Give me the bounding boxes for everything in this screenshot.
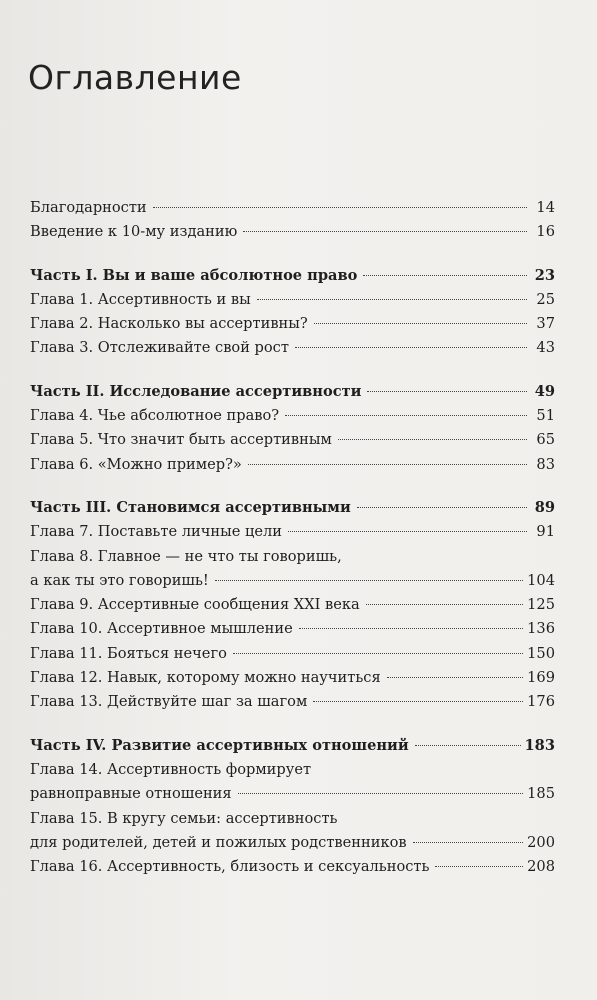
part-heading	[30, 734, 555, 758]
chapter-entry	[30, 336, 555, 360]
toc-entry	[30, 196, 555, 220]
chapter-entry	[30, 569, 555, 593]
dot-leader	[313, 701, 523, 702]
chapter-page: 104	[527, 571, 555, 589]
chapter-page: 208	[527, 858, 555, 876]
chapter-label: Глава 4. Чье абсолютное право?	[30, 407, 280, 425]
part-heading	[30, 264, 555, 288]
table-of-contents	[30, 196, 555, 879]
entry-page: 16	[536, 223, 555, 241]
dot-leader	[248, 464, 527, 465]
toc-entry	[30, 220, 555, 244]
chapter-label: Глава 2. Насколько вы ассертивны?	[30, 315, 308, 333]
chapter-page: 91	[536, 523, 555, 541]
entry-label: Благодарности	[30, 199, 147, 216]
dot-leader	[338, 439, 527, 440]
chapter-label-line1: Глава 15. В кругу семьи: ассертивность	[30, 809, 338, 827]
part-heading	[30, 496, 555, 520]
chapter-entry-line1	[30, 807, 555, 831]
dot-leader	[299, 628, 523, 629]
dot-leader	[243, 231, 527, 232]
chapter-entry	[30, 617, 555, 641]
spacer	[30, 245, 555, 264]
chapter-label: Глава 13. Действуйте шаг за шагом	[30, 693, 308, 711]
chapter-label: Глава 12. Навык, которому можно научиться	[30, 669, 381, 687]
dot-leader	[363, 275, 527, 276]
chapter-page: 200	[527, 833, 555, 851]
chapter-label-line1: Глава 8. Главное — не что ты говоришь,	[30, 547, 342, 565]
chapter-page: 25	[536, 290, 555, 308]
chapter-entry	[30, 831, 555, 855]
dot-leader	[285, 415, 527, 416]
part-heading	[30, 380, 555, 404]
dot-leader	[238, 793, 524, 794]
chapter-page: 150	[527, 644, 555, 662]
chapter-entry	[30, 593, 555, 617]
dot-leader	[413, 842, 524, 843]
dot-leader	[233, 653, 523, 654]
chapter-label: Глава 7. Поставьте личные цели	[30, 523, 283, 541]
chapter-page: 51	[536, 407, 555, 425]
dot-leader	[357, 507, 527, 508]
chapter-page: 169	[527, 669, 555, 687]
chapter-page: 125	[527, 596, 555, 614]
chapter-label: Глава 16. Ассертивность, близость и сексуальность	[30, 858, 430, 876]
dot-leader	[215, 580, 523, 581]
chapter-label: Глава 5. Что значит быть ассертивным	[30, 431, 332, 449]
entry-page: 14	[536, 199, 555, 216]
chapter-entry	[30, 520, 555, 544]
chapter-label: Глава 1. Ассертивность и вы	[30, 290, 251, 308]
page-title: Оглавление	[28, 58, 242, 97]
part-title: Часть I. Вы и ваше абсолютное право	[30, 266, 358, 284]
part-page: 183	[524, 736, 555, 754]
chapter-page: 65	[536, 431, 555, 449]
chapter-entry-line1	[30, 758, 555, 782]
dot-leader	[415, 745, 521, 746]
chapter-label-line1: Глава 14. Ассертивность формирует	[30, 760, 312, 778]
chapter-page: 136	[527, 620, 555, 638]
chapter-entry	[30, 453, 555, 477]
chapter-entry	[30, 690, 555, 714]
chapter-page: 176	[527, 693, 555, 711]
part-title: Часть IV. Развитие ассертивных отношений	[30, 736, 409, 754]
chapter-label: равноправные отношения	[30, 785, 232, 803]
chapter-entry-line1	[30, 545, 555, 569]
chapter-entry	[30, 855, 555, 879]
chapter-entry	[30, 666, 555, 690]
chapter-label: Глава 11. Бояться нечего	[30, 644, 227, 662]
entry-label: Введение к 10-му изданию	[30, 223, 238, 241]
dot-leader	[295, 347, 527, 348]
spacer	[30, 477, 555, 496]
spacer	[30, 715, 555, 734]
chapter-label: Глава 10. Ассертивное мышление	[30, 620, 293, 638]
chapter-page: 185	[527, 785, 555, 803]
chapter-label: Глава 9. Ассертивные сообщения XXI века	[30, 596, 360, 614]
dot-leader	[314, 323, 527, 324]
spacer	[30, 361, 555, 380]
part-page: 49	[534, 382, 555, 400]
part-title: Часть III. Становимся ассертивными	[30, 498, 351, 516]
chapter-label: для родителей, детей и пожилых родственников	[30, 833, 407, 851]
chapter-entry	[30, 288, 555, 312]
dot-leader	[435, 866, 523, 867]
dot-leader	[366, 604, 523, 605]
dot-leader	[387, 677, 523, 678]
part-title: Часть II. Исследование ассертивности	[30, 382, 362, 400]
chapter-label: Глава 6. «Можно пример?»	[30, 455, 242, 473]
chapter-entry	[30, 782, 555, 806]
dot-leader	[367, 391, 527, 392]
chapter-entry	[30, 428, 555, 452]
dot-leader	[153, 207, 527, 208]
part-page: 89	[534, 498, 555, 516]
chapter-entry	[30, 404, 555, 428]
chapter-entry	[30, 642, 555, 666]
dot-leader	[288, 531, 527, 532]
chapter-label: Глава 3. Отслеживайте свой рост	[30, 339, 289, 357]
part-page: 23	[534, 266, 555, 284]
chapter-entry	[30, 312, 555, 336]
chapter-page: 37	[536, 315, 555, 333]
dot-leader	[257, 299, 527, 300]
chapter-page: 83	[536, 455, 555, 473]
chapter-label: а как ты это говоришь!	[30, 571, 209, 589]
chapter-page: 43	[536, 339, 555, 357]
